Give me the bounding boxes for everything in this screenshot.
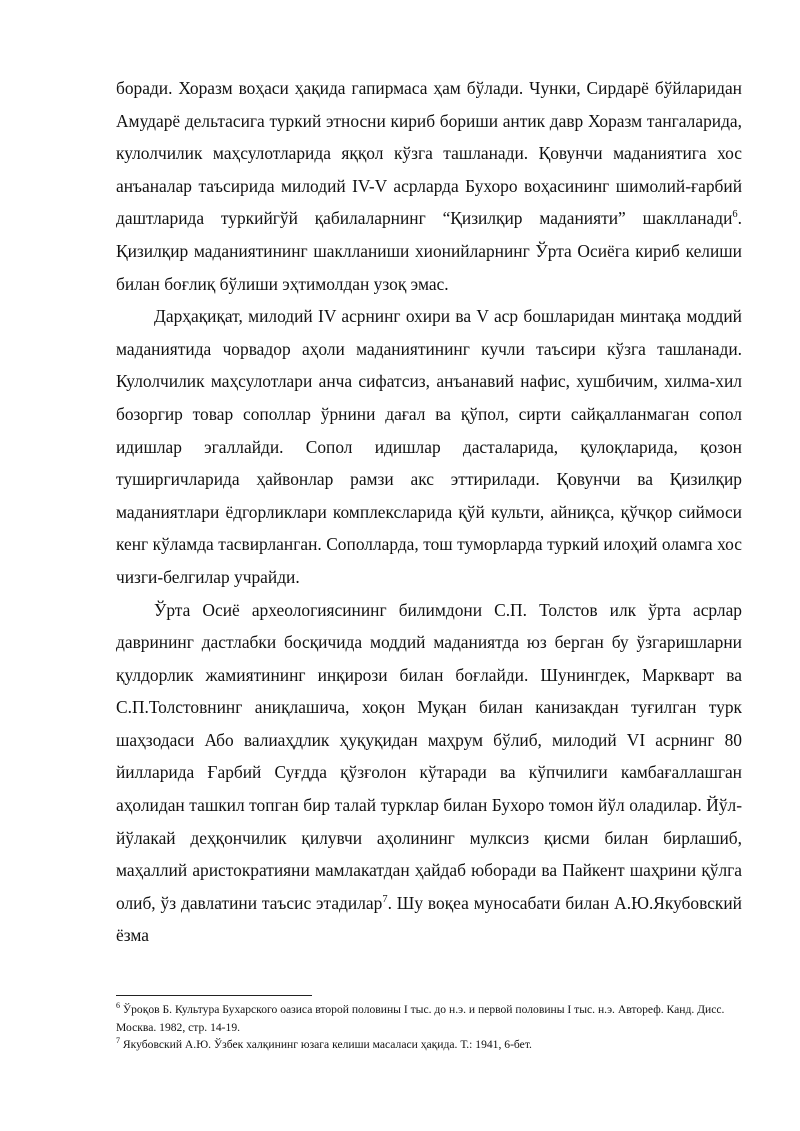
footnote-text: Ўроқов Б. Культура Бухарского оазиса второй половины I тыс. до н.э. и первой половины I тыс. н.э. Автореф. Канд. Дисс. Москва. 1982, стр. 14-19.	[116, 1003, 725, 1034]
paragraph-2	[116, 300, 742, 593]
footnote-text: Якубовский А.Ю. Ўзбек халқининг юзага келиши масаласи ҳақида. Т.: 1941, 6-бет.	[120, 1038, 532, 1052]
footnote-ref-6[interactable]: 6	[732, 209, 738, 221]
paragraph-text: . Шу воқеа муносабати билан А.Ю.Якубовский ёзма	[116, 892, 742, 946]
footnote-mark: 6	[116, 1001, 120, 1011]
paragraph-3	[116, 594, 742, 953]
footnote-6	[116, 1001, 742, 1036]
paragraph-text: Дарҳақиқат, милодий IV асрнинг охири ва V аср бошларидан минтақа моддий маданиятида чорвадор аҳоли маданиятининг кучли таъсири кўзга ташланади. Кулолчилик маҳсулотлари анча сифатсиз, анъанавий нафис, хушбичим, хилма-хил бозоргир товар сополлар ўрнини дағал ва қўпол, сирти сайқалланмаган сопол идишлар эгаллайди. Сопол идишлар дасталарида, қулоқларида, қозон туширгичларида ҳайвонлар рамзи акс эттирилади. Қовунчи ва Қизилқир маданиятлари ёдгорликлари комплексларида қўй культи, айниқса, қўчқор сиймоси кенг кўламда тасвирланган. Сополларда, тош туморларда туркий илоҳий оламга хос чизги-белгилар учрайди.	[116, 306, 742, 587]
footnote-mark: 7	[116, 1036, 120, 1046]
paragraph-1	[116, 72, 742, 300]
paragraph-text: боради. Хоразм воҳаси ҳақида гапирмаса ҳам бўлади. Чунки, Сирдарё бўйларидан Амударё дельтасига туркий этносни кириб бориши антик давр Хоразм тангаларида, кулолчилик маҳсулотларида яққол кўзга ташланади. Қовунчи маданиятига хос анъаналар таъсирида милодий IV-V асрларда Бухоро воҳасининг шимолий-ғарбий даштларида туркийгўй қабилаларнинг “Қизилқир маданияти” шаклланади	[116, 78, 742, 229]
paragraph-text: Ўрта Осиё археологиясининг билимдони С.П. Толстов илк ўрта асрлар даврининг дастлабки босқичида моддий маданиятда юз берган бу ўзгаришларни қулдорлик жамиятининг инқирози билан боғлайди. Шунингдек, Маркварт ва С.П.Толстовнинг аниқлашича, хоқон Муқан билан канизакдан туғилган турк шаҳзодаси Або валиаҳдлик ҳуқуқидан маҳрум бўлиб, милодий VI асрнинг 80 йилларида Ғарбий Суғдда қўзғолон кўтаради ва кўпчилиги камбағаллашган аҳолидан ташкил топган бир талай турклар билан Бухоро томон йўл оладилар. Йўл-йўлакай деҳқончилик қилувчи аҳолининг мулксиз қисми билан бирлашиб, маҳаллий аристократияни мамлакатдан ҳайдаб юборади ва Пайкент шаҳрини қўлга олиб, ўз давлатини таъсис этадилар	[116, 599, 742, 913]
footnote-ref-7[interactable]: 7	[382, 894, 388, 906]
footnote-separator	[116, 995, 312, 996]
paragraph-text: . Қизилқир маданиятининг шаклланиши хионийларнинг Ўрта Осиёга кириб келиши билан боғлиқ бўлиши эҳтимолдан узоқ эмас.	[116, 208, 742, 294]
body-text	[116, 72, 742, 952]
footnotes	[116, 1001, 742, 1054]
footnote-7	[116, 1036, 742, 1054]
